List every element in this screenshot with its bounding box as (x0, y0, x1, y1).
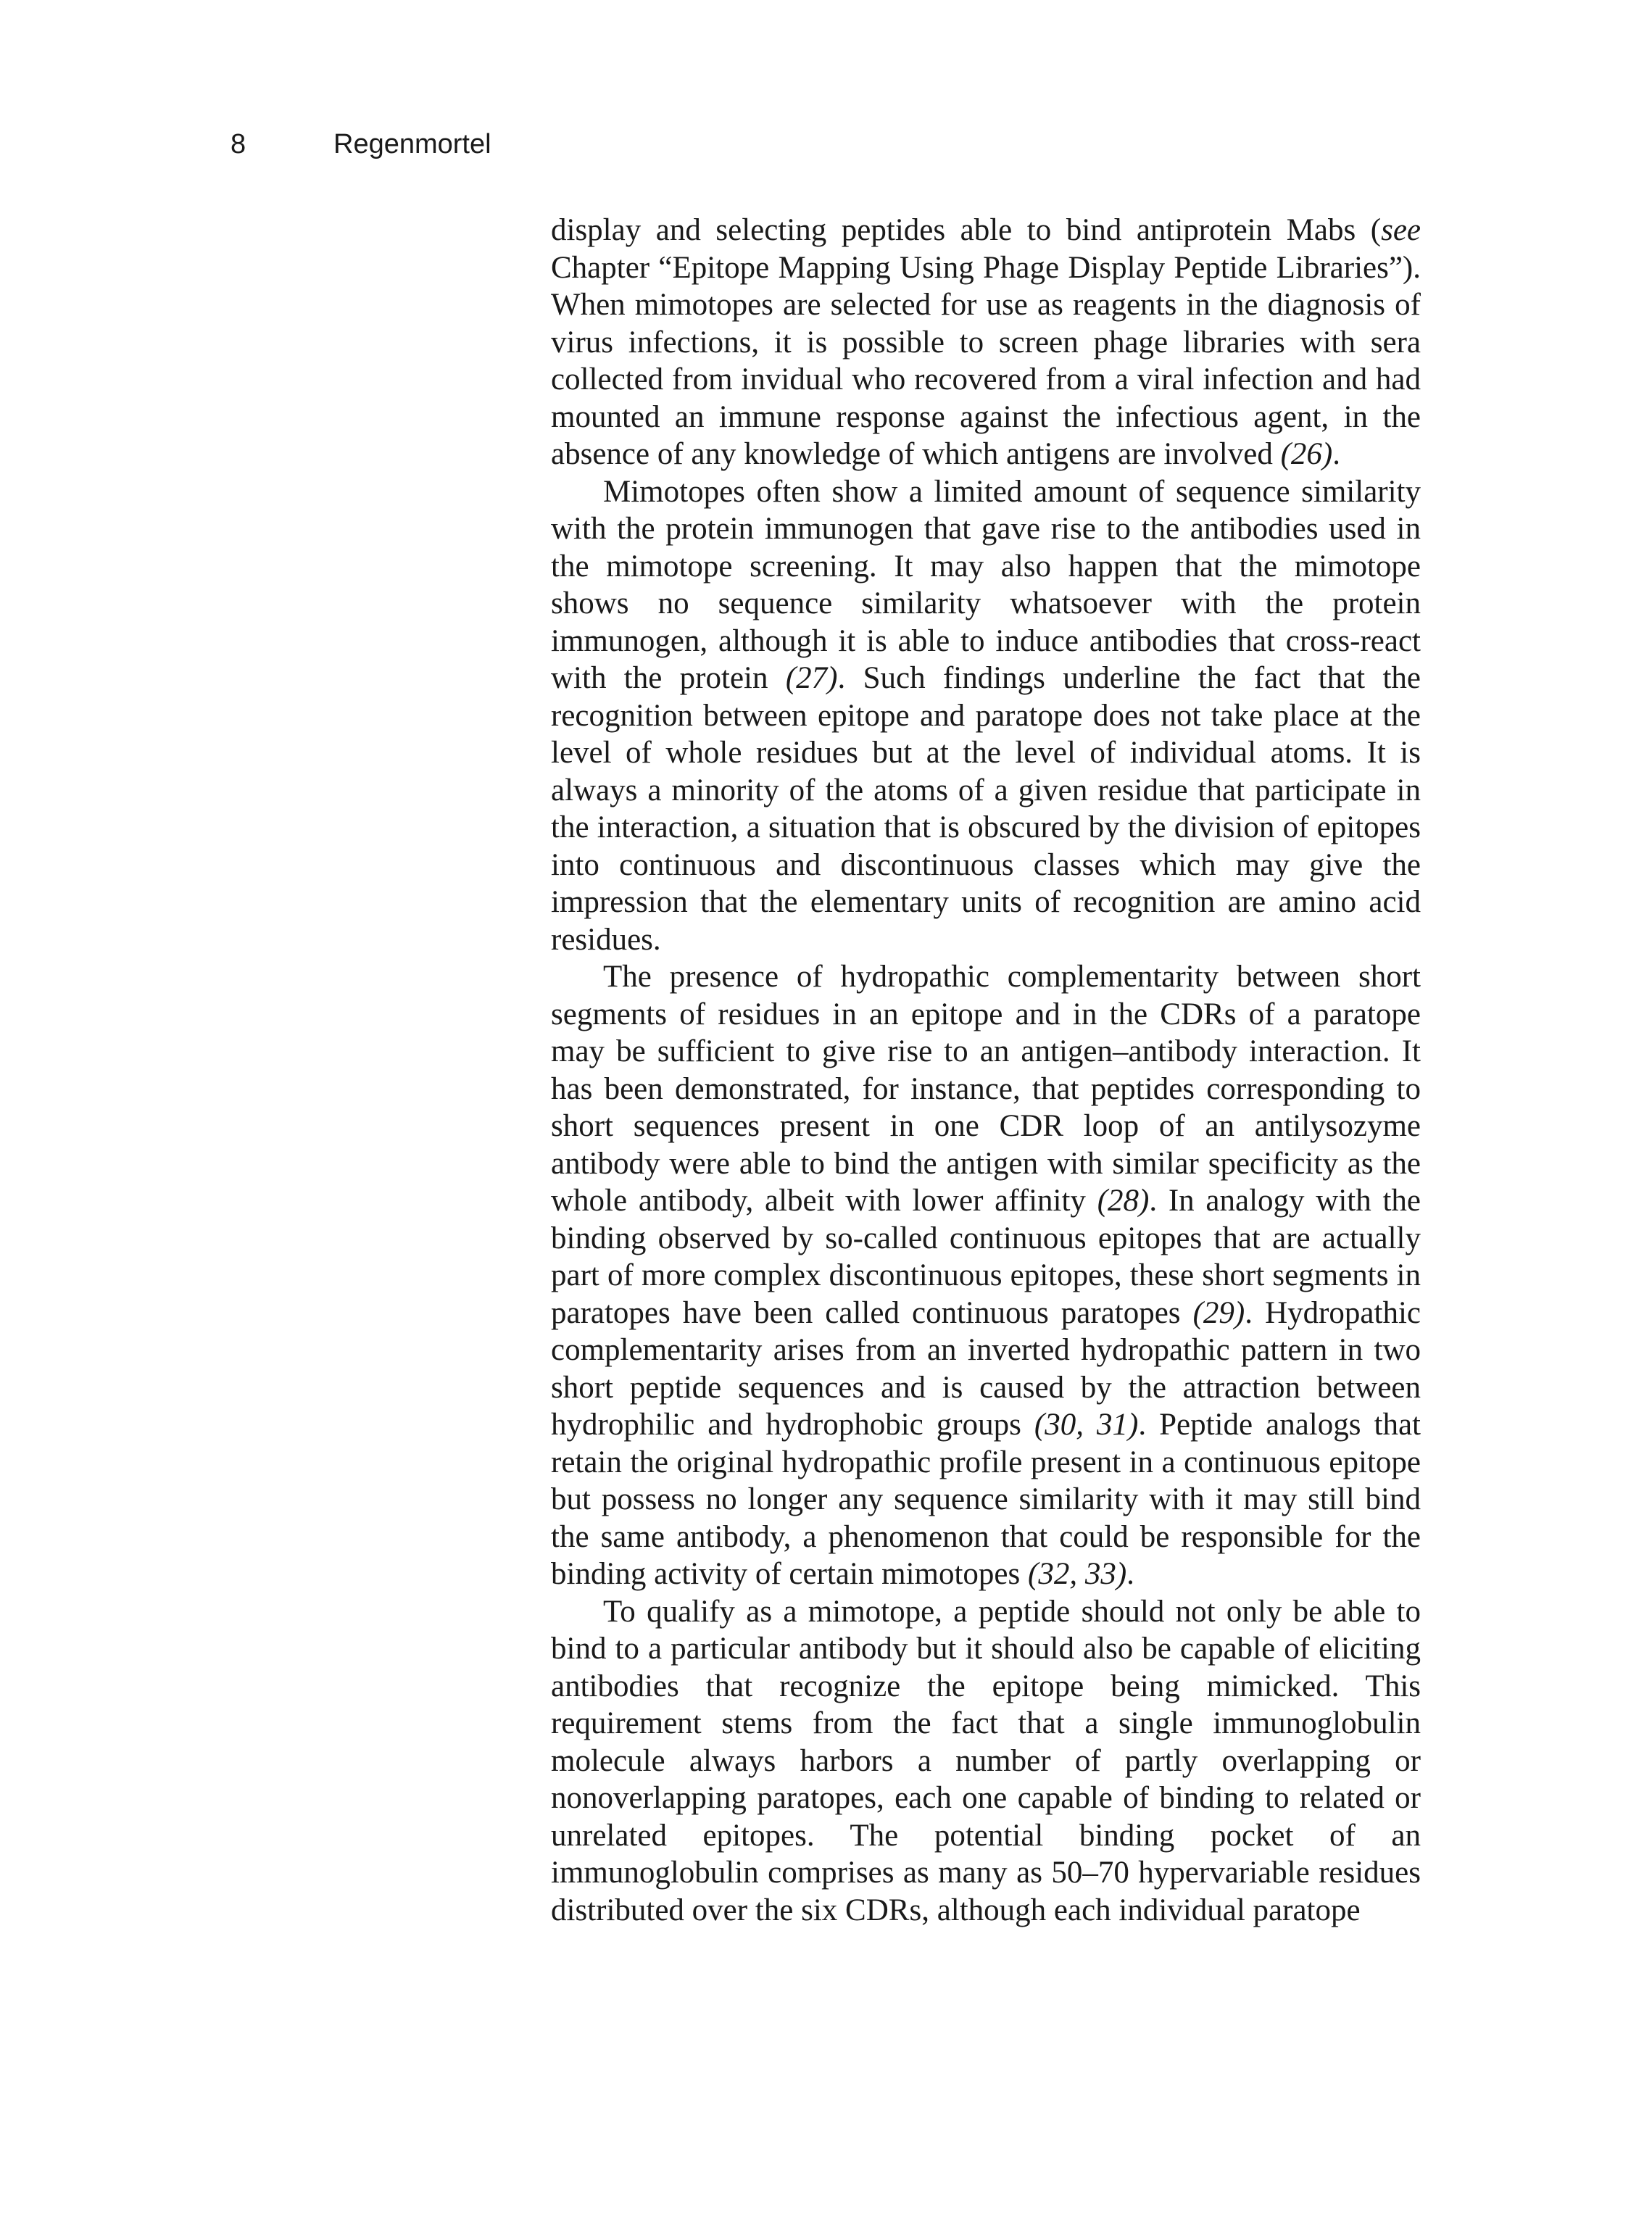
text-segment: Mimotopes often show a limited amount of sequence similarity with the protein immunogen that gave rise to the antibodies used in the mimotope screening. It may also happen that the mimotope shows no sequence similarity whatsoever with the protein immunogen, although it is able to induce antibodies that cross-react with the protein (551, 474, 1421, 695)
italic-text: (27) (785, 661, 838, 695)
text-segment: . (1332, 437, 1340, 471)
italic-text: see (1381, 213, 1421, 247)
paragraph (551, 958, 1421, 1593)
text-segment: . Hydropathic complementarity arises from an inverted hydropathic pattern in two short peptide sequences and is caused by the attraction between hydrophilic and hydrophobic groups (551, 1295, 1421, 1442)
running-head: Regenmortel (333, 129, 491, 159)
italic-text: (30, 31) (1034, 1408, 1139, 1442)
text-segment: . Such findings underline the fact that the recognition between epitope and paratope does not take place at the level of whole residues but at the level of individual atoms. It is always a minority of the atoms of a given residue that participate in the interaction, a situation that is obscured by the division of epitopes into continuous and discontinuous classes which may give the impression that the elementary units of recognition are amino acid residues. (551, 661, 1421, 957)
italic-text: (29) (1192, 1295, 1245, 1330)
page-number: 8 (231, 129, 246, 159)
paragraph (551, 212, 1421, 473)
text-segment: display and selecting peptides able to bind antiprotein Mabs ( (551, 213, 1382, 247)
text-segment: Chapter “Epitope Mapping Using Phage Display Peptide Libraries”). When mimotopes are selected for use as reagents in the diagnosis of virus infections, it is possible to screen phage libraries with sera collected from invidual who recovered from a viral infection and had mounted an immune response against the infectious agent, in the absence of any knowledge of which antigens are involved (551, 250, 1421, 471)
paragraph (551, 1593, 1421, 1930)
text-segment: . (1126, 1557, 1134, 1591)
text-segment: . In analogy with the binding observed by so-called continuous epitopes that are actually part of more complex discontinuous epitopes, these short segments in paratopes have been called continuous paratopes (551, 1184, 1421, 1330)
text-segment: To qualify as a mimotope, a peptide should not only be able to bind to a particular antibody but it should also be capable of eliciting antibodies that recognize the epitope being mimicked. This requirement stems from the fact that a single immunoglobulin molecule always harbors a number of partly overlapping or nonoverlapping paratopes, each one capable of binding to related or unrelated epitopes. The potential binding pocket of an immunoglobulin comprises as many as 50–70 hypervariable residues distributed over the six CDRs, although each individual paratope (551, 1594, 1421, 1927)
body-text (551, 212, 1421, 1929)
paragraph (551, 473, 1421, 959)
text-segment: . Peptide analogs that retain the original hydropathic profile present in a continuous epitope but possess no longer any sequence similarity with it may still bind the same antibody, a phenomenon that could be responsible for the binding activity of certain mimotopes (551, 1408, 1421, 1591)
italic-text: (26) (1280, 437, 1333, 471)
italic-text: (28) (1097, 1184, 1150, 1218)
page-header (0, 129, 1652, 173)
text-segment: The presence of hydropathic complementarity between short segments of residues in an epitope and in the CDRs of a paratope may be sufficient to give rise to an antigen–antibody interaction. It has been demonstrated, for instance, that peptides corresponding to short sequences present in one CDR loop of an antilysozyme antibody were able to bind the antigen with similar specificity as the whole antibody, albeit with lower affinity (551, 960, 1421, 1218)
italic-text: (32, 33) (1028, 1557, 1127, 1591)
